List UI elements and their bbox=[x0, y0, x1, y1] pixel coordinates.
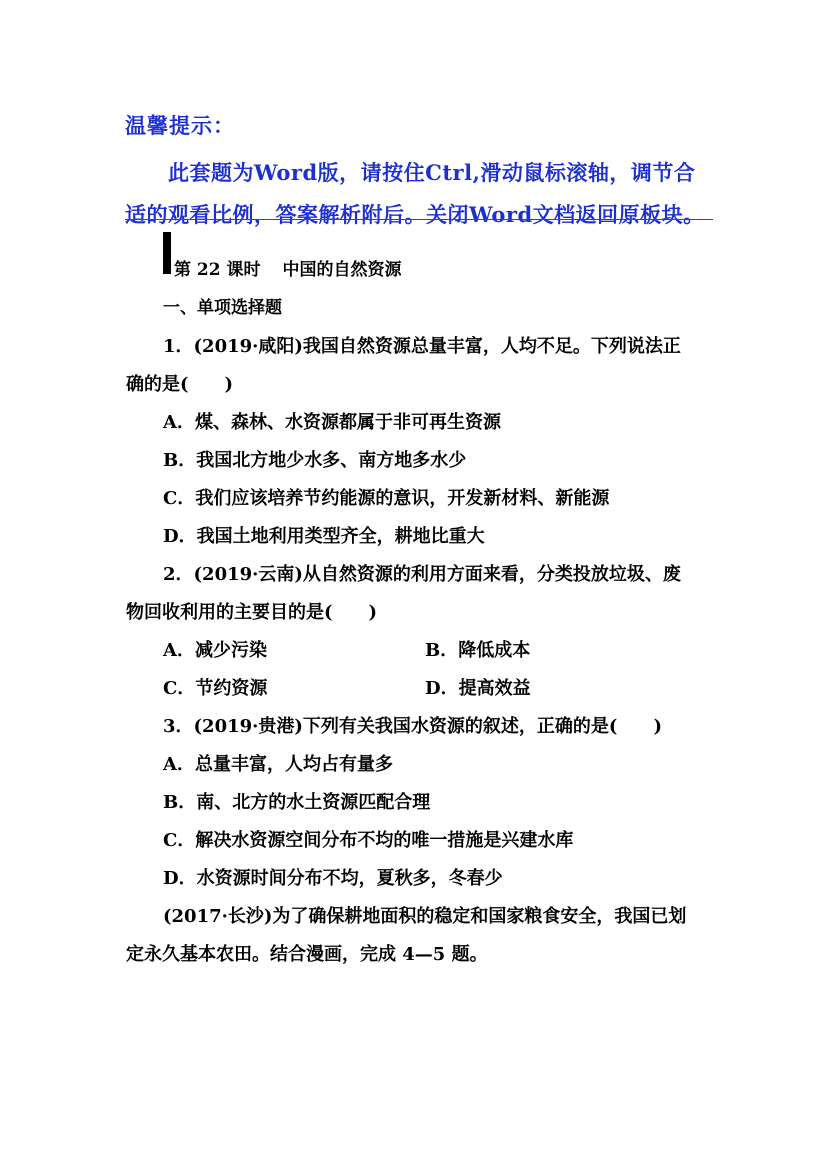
question-2-option-a: A．减少污染 bbox=[163, 640, 267, 661]
notice-line-1: 此套题为Word版，请按住Ctrl,滑动鼠标滚轴，调节合 bbox=[168, 160, 696, 185]
question-2-stem-line2: 物回收利用的主要目的是( ) bbox=[126, 602, 378, 623]
section-heading: 一、单项选择题 bbox=[163, 298, 282, 318]
question-2-options-row-1 bbox=[126, 632, 708, 670]
question-3-option-c: C．解决水资源空间分布不均的唯一措施是兴建水库 bbox=[163, 830, 574, 851]
question-list bbox=[126, 328, 708, 974]
notice-divider bbox=[125, 219, 713, 220]
lesson-name: 中国的自然资源 bbox=[282, 260, 402, 280]
question-1-option-a: A．煤、森林、水资源都属于非可再生资源 bbox=[163, 412, 501, 433]
question-3-option-b: B．南、北方的水土资源匹配合理 bbox=[163, 792, 431, 813]
question-3-option-d: D．水资源时间分布不均，夏秋多，冬春少 bbox=[163, 868, 503, 889]
question-1-option-b: B．我国北方地少水多、南方地多水少 bbox=[163, 450, 467, 471]
question-2-option-d: D．提高效益 bbox=[425, 678, 531, 699]
notice-body bbox=[125, 152, 710, 236]
question-1-stem-line2: 确的是( ) bbox=[126, 374, 234, 395]
question-1-option-c: C．我们应该培养节约能源的意识，开发新材料、新能源 bbox=[163, 488, 610, 509]
question-3-stem: 3．(2019·贵港)下列有关我国水资源的叙述，正确的是( ) bbox=[163, 716, 662, 737]
group-intro-line1: (2017·长沙)为了确保耕地面积的稳定和国家粮食安全，我国已划 bbox=[163, 906, 687, 927]
question-2-stem-line1: 2．(2019·云南)从自然资源的利用方面来看，分类投放垃圾、废 bbox=[163, 564, 681, 585]
question-1-option-d: D．我国土地利用类型齐全，耕地比重大 bbox=[163, 526, 485, 547]
question-2-option-c: C．节约资源 bbox=[163, 678, 268, 699]
question-2-options-row-2 bbox=[126, 670, 708, 708]
notice-line-2: 适的观看比例，答案解析附后。关闭Word文档返回原板块。 bbox=[125, 202, 705, 227]
group-intro-line2: 定永久基本农田。结合漫画，完成 4—5 题。 bbox=[126, 944, 488, 965]
question-2-option-b: B．降低成本 bbox=[425, 640, 531, 661]
question-1-stem-line1: 1．(2019·咸阳)我国自然资源总量丰富，人均不足。下列说法正 bbox=[163, 336, 681, 357]
question-3-option-a: A．总量丰富，人均占有量多 bbox=[163, 754, 393, 775]
lesson-title bbox=[174, 255, 402, 280]
lesson-number: 第 22 课时 bbox=[174, 260, 261, 280]
lesson-marker-bar bbox=[163, 232, 171, 274]
notice-title: 温馨提示： bbox=[125, 113, 235, 138]
